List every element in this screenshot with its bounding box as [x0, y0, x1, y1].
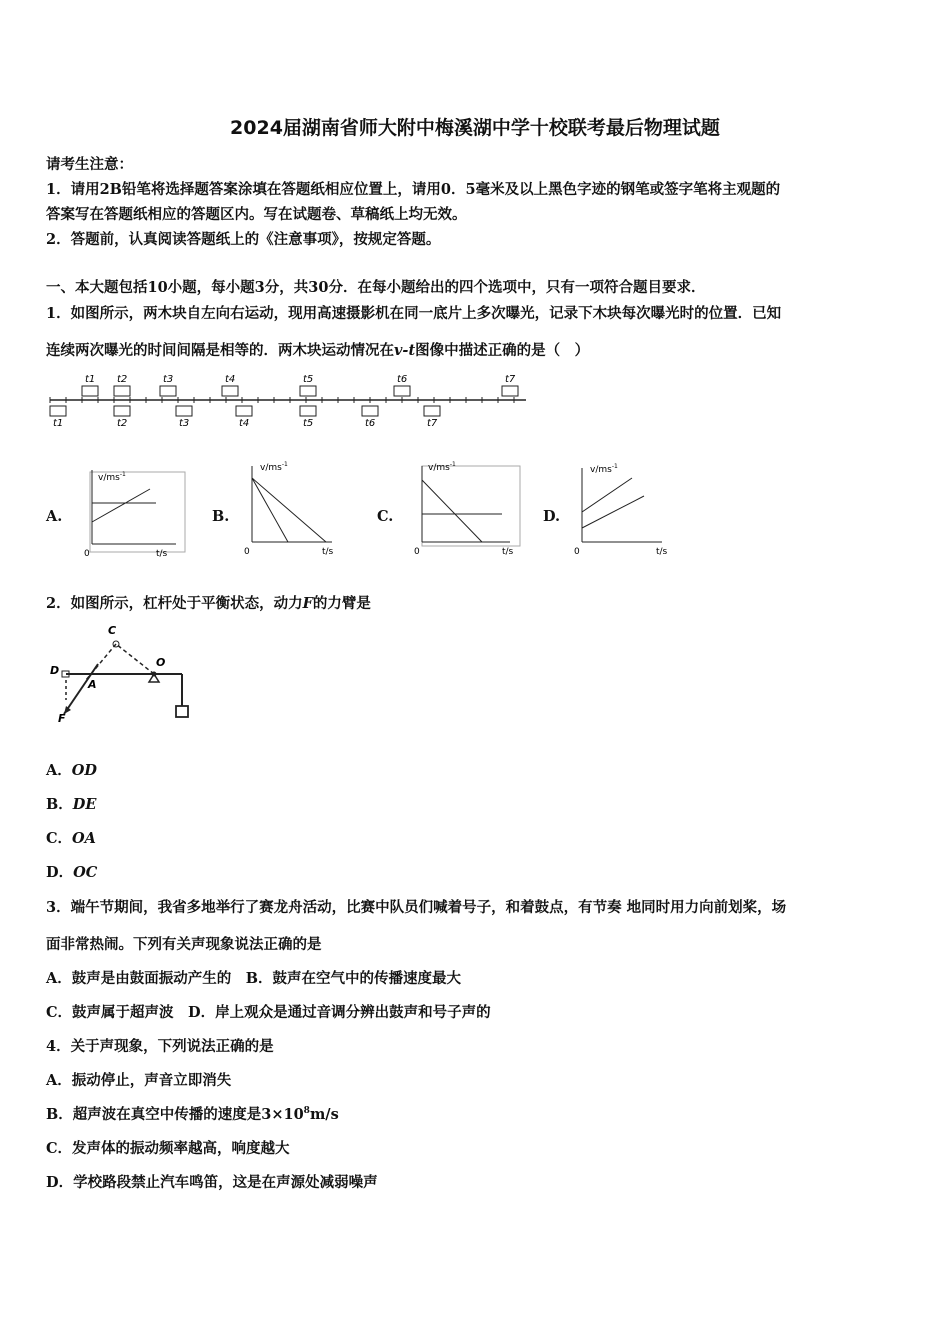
lower-t5-label: t5: [303, 418, 314, 429]
q3-stem-line2: 面非常热闹。下列有关声现象说法正确的是: [46, 936, 322, 953]
svg-text:F: F: [58, 712, 66, 725]
q3-options-ab: A．鼓声是由鼓面振动产生的 B．鼓声在空气中的传播速度最大: [46, 970, 462, 987]
q2-option-b: B．DE: [46, 796, 97, 813]
lower-t3-label: t3: [179, 418, 190, 429]
graph-a: [80, 462, 190, 562]
q2-option-a: A．OD: [46, 762, 97, 779]
svg-text:v/ms-1: $v/ms^{-1}$: [590, 463, 618, 475]
q1-option-c-label: C.: [377, 508, 394, 525]
upper-t3-block: [160, 386, 176, 396]
svg-text:0: 0: [244, 547, 250, 557]
svg-text:C: C: [108, 624, 117, 637]
q1-stem-line1: 1．如图所示，两木块自左向右运动，现用高速摄影机在同一底片上多次曝光，记录下木块每次曝光时的位置．已知: [46, 305, 782, 322]
svg-text:t/s: t/s: [502, 547, 514, 557]
svg-text:v/ms-1: $v/ms^{-1}$: [428, 461, 456, 473]
graph-d-line-1: [582, 478, 632, 512]
graph-c-line-2: [422, 480, 482, 542]
lower-t7-block: [424, 406, 440, 416]
upper-t1-label: t1: [85, 374, 96, 385]
graph-d: [570, 456, 680, 560]
q1-stem-line2: 连续两次曝光的时间间隔是相等的．两木块运动情况在v-t图像中描述正确的是（ ）: [46, 342, 590, 359]
graph-b: [240, 456, 350, 560]
q1-option-b-label: B.: [212, 508, 230, 525]
graph-c: [410, 456, 525, 560]
notice-item-1-cont: 答案写在答题纸相应的答题区内。写在试题卷、草稿纸上均无效。: [46, 206, 467, 223]
graph-b-line-2: [252, 478, 326, 542]
q4-stem: 4．关于声现象，下列说法正确的是: [46, 1038, 274, 1055]
lower-t4-label: t4: [239, 418, 250, 429]
upper-t3-label: t3: [163, 374, 174, 385]
svg-text:t/s: t/s: [656, 547, 668, 557]
upper-t6-block: [394, 386, 410, 396]
svg-text:O: O: [156, 656, 166, 669]
q4-option-d: D．学校路段禁止汽车鸣笛，这是在声源处减弱噪声: [46, 1174, 378, 1191]
svg-text:v/ms-1: $v/ms^{-1}$: [98, 471, 126, 483]
section-heading: 一、本大题包括10小题，每小题3分，共30分．在每小题给出的四个选项中，只有一项符合题目要求．: [46, 279, 706, 296]
upper-t7-label: t7: [505, 374, 516, 385]
q1-option-a-label: A.: [46, 508, 63, 525]
lever-figure: [46, 622, 206, 727]
upper-t5-label: t5: [303, 374, 314, 385]
lower-t1-block: [50, 406, 66, 416]
lower-t7-label: t7: [427, 418, 438, 429]
lower-t2-block: [114, 406, 130, 416]
graph-a-line-2: [92, 489, 150, 522]
svg-text:0: 0: [84, 549, 90, 559]
q3-stem-line1: 3．端午节期间，我省多地举行了赛龙舟活动，比赛中队员们喊着号子，和着鼓点，有节奏 地同时用力向前划桨，场: [46, 899, 787, 916]
lower-t4-block: [236, 406, 252, 416]
svg-text:t/s: t/s: [322, 547, 334, 557]
svg-text:t/s: t/s: [156, 549, 168, 559]
q4-option-c: C．发声体的振动频率越高，响度越大: [46, 1140, 290, 1157]
upper-t7-block: [502, 386, 518, 396]
svg-text:D: D: [50, 664, 60, 677]
lower-t6-label: t6: [365, 418, 376, 429]
q1-option-d-label: D.: [543, 508, 561, 525]
lower-t1-label: t1: [53, 418, 64, 429]
graph-d-line-2: [582, 496, 644, 528]
notice-heading: 请考生注意：: [46, 156, 133, 173]
upper-t4-label: t4: [225, 374, 236, 385]
notice-item-1: 1．请用2B铅笔将选择题答案涂填在答题纸相应位置上，请用0．5毫米及以上黑色字迹的钢笔或签字笔将主观题的: [46, 181, 781, 198]
page-title: 2024届湖南省师大附中梅溪湖中学十校联考最后物理试题: [230, 117, 720, 139]
upper-t2-label: t2: [117, 374, 128, 385]
lower-t3-block: [176, 406, 192, 416]
upper-t1-block: [82, 386, 98, 396]
q2-stem: 2．如图所示，杠杆处于平衡状态，动力F的力臂是: [46, 595, 371, 612]
upper-t5-block: [300, 386, 316, 396]
upper-t4-block: [222, 386, 238, 396]
notice-item-2: 2．答题前，认真阅读答题纸上的《注意事项》，按规定答题。: [46, 231, 441, 248]
upper-t6-label: t6: [397, 374, 408, 385]
q3-options-cd: C．鼓声属于超声波 D．岸上观众是通过音调分辨出鼓声和号子声的: [46, 1004, 491, 1021]
q2-option-c: C．OA: [46, 830, 96, 847]
lower-t6-block: [362, 406, 378, 416]
q2-option-d: D．OC: [46, 864, 98, 881]
exposure-strip-figure: [46, 370, 536, 430]
svg-text:A: A: [88, 678, 97, 691]
lower-t2-label: t2: [117, 418, 128, 429]
q4-option-a: A．振动停止，声音立即消失: [46, 1072, 232, 1089]
q4-option-b: B．超声波在真空中传播的速度是$3\times 10^8m/s$: [46, 1106, 339, 1123]
upper-t2-block: [114, 386, 130, 396]
svg-text:v/ms-1: $v/ms^{-1}$: [260, 461, 288, 473]
svg-text:0: 0: [574, 547, 580, 557]
lower-t5-block: [300, 406, 316, 416]
svg-text:0: 0: [414, 547, 420, 557]
graph-b-line-1: [252, 478, 288, 542]
